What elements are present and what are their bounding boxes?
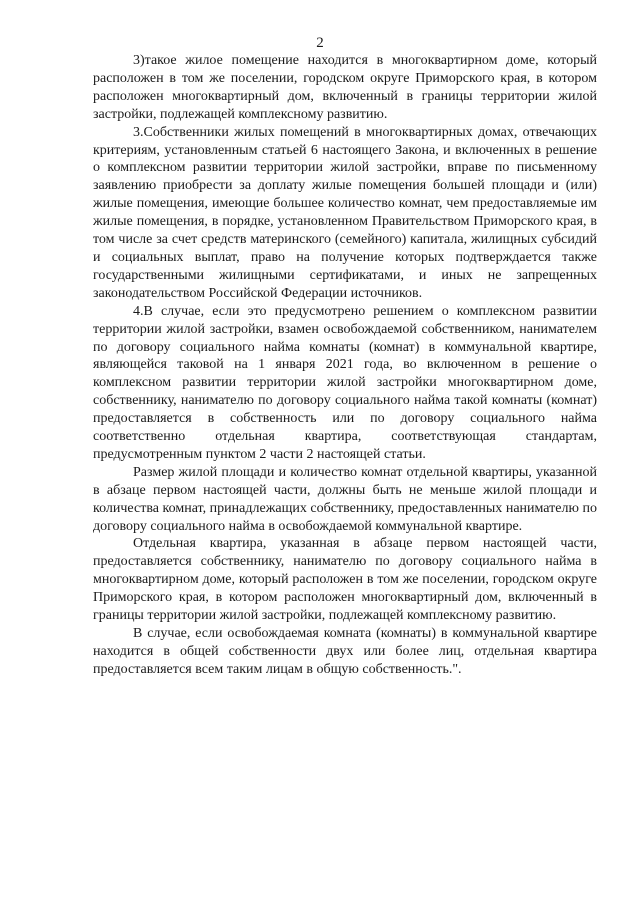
- paragraph-living-area-size: Размер жилой площади и количество комнат отдельной квартиры, указанной в абзаце первом настоящей части, должны быть не меньше жилой площади и количества комнат, принадлежащих собственнику, предоставленных нанимателю по договору социального найма в освобождаемой коммунальной квартире.: [93, 464, 597, 534]
- paragraph-common-ownership: В случае, если освобождаемая комната (комнаты) в коммунальной квартире находится в общей собственности двух или более лиц, отдельная квартира предоставляется всем таким лицам в общую собственность.".: [93, 626, 597, 677]
- page-number: 2: [316, 35, 324, 51]
- paragraph-part-3: 3.Собственники жилых помещений в многоквартирных домах, отвечающих критериям, установленным статьей 6 настоящего Закона, и включенных в решение о комплексном развитии территории жилой застройки, вправе по письменному заявлению приобрести за доплату жилые помещения большей площади и (или) жилые помещения, имеющие большее количество комнат, чем предоставляемые им жилые помещения, в порядке, установленном Правительством Приморского края, в том числе за счет средств материнского (семейного) капитала, жилищных субсидий и социальных выплат, право на получение которых подтверждается также государственными жилищными сертификатами, и иных не запрещенных законодательством Российской Федерации источников.: [93, 124, 597, 301]
- paragraph-item-3-clause-3: 3)такое жилое помещение находится в многоквартирном доме, который расположен в том же поселении, городском округе Приморского края, в котором расположен многоквартирный дом, включенный в границы территории жилой застройки, подлежащей комплексному развитию.: [93, 53, 597, 122]
- paragraph-part-4: 4.В случае, если это предусмотрено решением о комплексном развитии территории жилой застройки, взамен освобождаемой собственником, нанимателем по договору социального найма комнаты (комнат) в коммунальной квартире, являющейся таковой на 1 января 2021 года, во включенном в решение о комплексном развитии территории жилой застройки многоквартирном доме, собственнику, нанимателю по договору социального найма такой комнаты (комнат) предоставляется в собственность или по договору социального найма соответственно отдельная квартира, соответствующая стандартам, предусмотренным пунктом 2 части 2 настоящей статьи.: [93, 303, 597, 462]
- document-body: [93, 52, 597, 679]
- paragraph-separate-apartment: Отдельная квартира, указанная в абзаце первом настоящей части, предоставляется собственнику, нанимателю по договору социального найма в многоквартирном доме, который расположен в том же поселении, городском округе Приморского края, в котором расположен многоквартирный дом, включенный в границы территории жилой застройки, подлежащей комплексному развитию.: [93, 536, 597, 624]
